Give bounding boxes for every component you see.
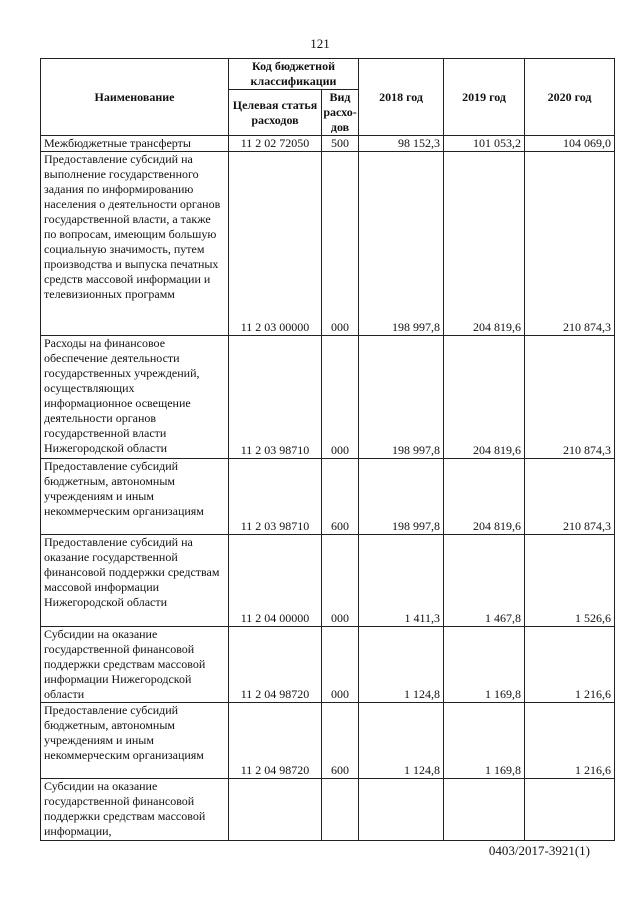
row-name: Предоставление субсидий бюджетным, автономным учреждениям и иным некоммерческим организациям (41, 459, 229, 535)
table-row (41, 535, 615, 627)
row-value-2018: 198 997,8 (359, 336, 444, 459)
row-value-2018: 198 997,8 (359, 152, 444, 336)
row-value-2018: 1 124,8 (359, 627, 444, 703)
row-value-2019 (444, 779, 525, 841)
row-name: Субсидии на оказание государственной финансовой поддержки средствам массовой информации, (41, 779, 229, 841)
row-target-code: 11 2 03 98710 (229, 336, 322, 459)
row-value-2020 (525, 779, 615, 841)
row-expense-kind: 500 (322, 136, 359, 152)
row-target-code: 11 2 02 72050 (229, 136, 322, 152)
row-expense-kind: 000 (322, 627, 359, 703)
row-value-2018: 98 152,3 (359, 136, 444, 152)
row-expense-kind: 600 (322, 459, 359, 535)
header-target-article: Целевая статья расходов (229, 90, 322, 136)
row-name: Предоставление субсидий на выполнение государственного задания по информированию населения о деятельности органов государственной власти, а также по вопросам, имеющим большую социальную значимость, путем производства и выпуска печатных средств массовой информации и телевизионных программ (41, 152, 229, 336)
row-target-code: 11 2 04 00000 (229, 535, 322, 627)
row-value-2020: 210 874,3 (525, 336, 615, 459)
row-value-2019: 1 467,8 (444, 535, 525, 627)
document-code: 0403/2017-3921(1) (488, 843, 590, 858)
table-row (41, 336, 615, 459)
row-target-code: 11 2 04 98720 (229, 703, 322, 779)
table-row (41, 627, 615, 703)
header-year-2018: 2018 год (359, 59, 444, 136)
row-name: Субсидии на оказание государственной финансовой поддержки средствам массовой информации Нижегородской области (41, 627, 229, 703)
row-expense-kind: 600 (322, 703, 359, 779)
row-target-code (229, 779, 322, 841)
row-value-2020: 210 874,3 (525, 459, 615, 535)
row-target-code: 11 2 04 98720 (229, 627, 322, 703)
row-name: Расходы на финансовое обеспечение деятельности государственных учреждений, осуществляющих информационное освещение деятельности органов государственной власти Нижегородской области (41, 336, 229, 459)
table-row (41, 459, 615, 535)
row-expense-kind: 000 (322, 336, 359, 459)
row-expense-kind: 000 (322, 152, 359, 336)
row-name: Предоставление субсидий бюджетным, автономным учреждениям и иным некоммерческим организациям (41, 703, 229, 779)
row-value-2020: 1 216,6 (525, 703, 615, 779)
table-row (41, 152, 615, 336)
row-value-2019: 204 819,6 (444, 152, 525, 336)
page-number: 121 (310, 36, 330, 51)
row-expense-kind: 000 (322, 535, 359, 627)
row-value-2019: 1 169,8 (444, 627, 525, 703)
row-expense-kind (322, 779, 359, 841)
header-year-2019: 2019 год (444, 59, 525, 136)
row-value-2020: 1 216,6 (525, 627, 615, 703)
header-budget-code: Код бюджетной классификации (229, 59, 359, 90)
header-name: Наименование (41, 59, 229, 136)
row-value-2018: 1 124,8 (359, 703, 444, 779)
row-name: Предоставление субсидий на оказание государственной финансовой поддержки средствам массовой информации Нижегородской области (41, 535, 229, 627)
header-year-2020: 2020 год (525, 59, 615, 136)
row-value-2018: 198 997,8 (359, 459, 444, 535)
table-row (41, 779, 615, 841)
row-value-2018: 1 411,3 (359, 535, 444, 627)
table-row (41, 136, 615, 152)
row-target-code: 11 2 03 98710 (229, 459, 322, 535)
row-value-2019: 1 169,8 (444, 703, 525, 779)
header-expense-kind: Вид расхо-дов (323, 90, 357, 134)
row-value-2019: 204 819,6 (444, 459, 525, 535)
row-name: Межбюджетные трансферты (41, 136, 229, 152)
budget-table (40, 58, 615, 841)
row-value-2018 (359, 779, 444, 841)
row-target-code: 11 2 03 00000 (229, 152, 322, 336)
table-row (41, 703, 615, 779)
row-value-2019: 204 819,6 (444, 336, 525, 459)
row-value-2020: 1 526,6 (525, 535, 615, 627)
row-value-2019: 101 053,2 (444, 136, 525, 152)
row-value-2020: 210 874,3 (525, 152, 615, 336)
row-value-2020: 104 069,0 (525, 136, 615, 152)
